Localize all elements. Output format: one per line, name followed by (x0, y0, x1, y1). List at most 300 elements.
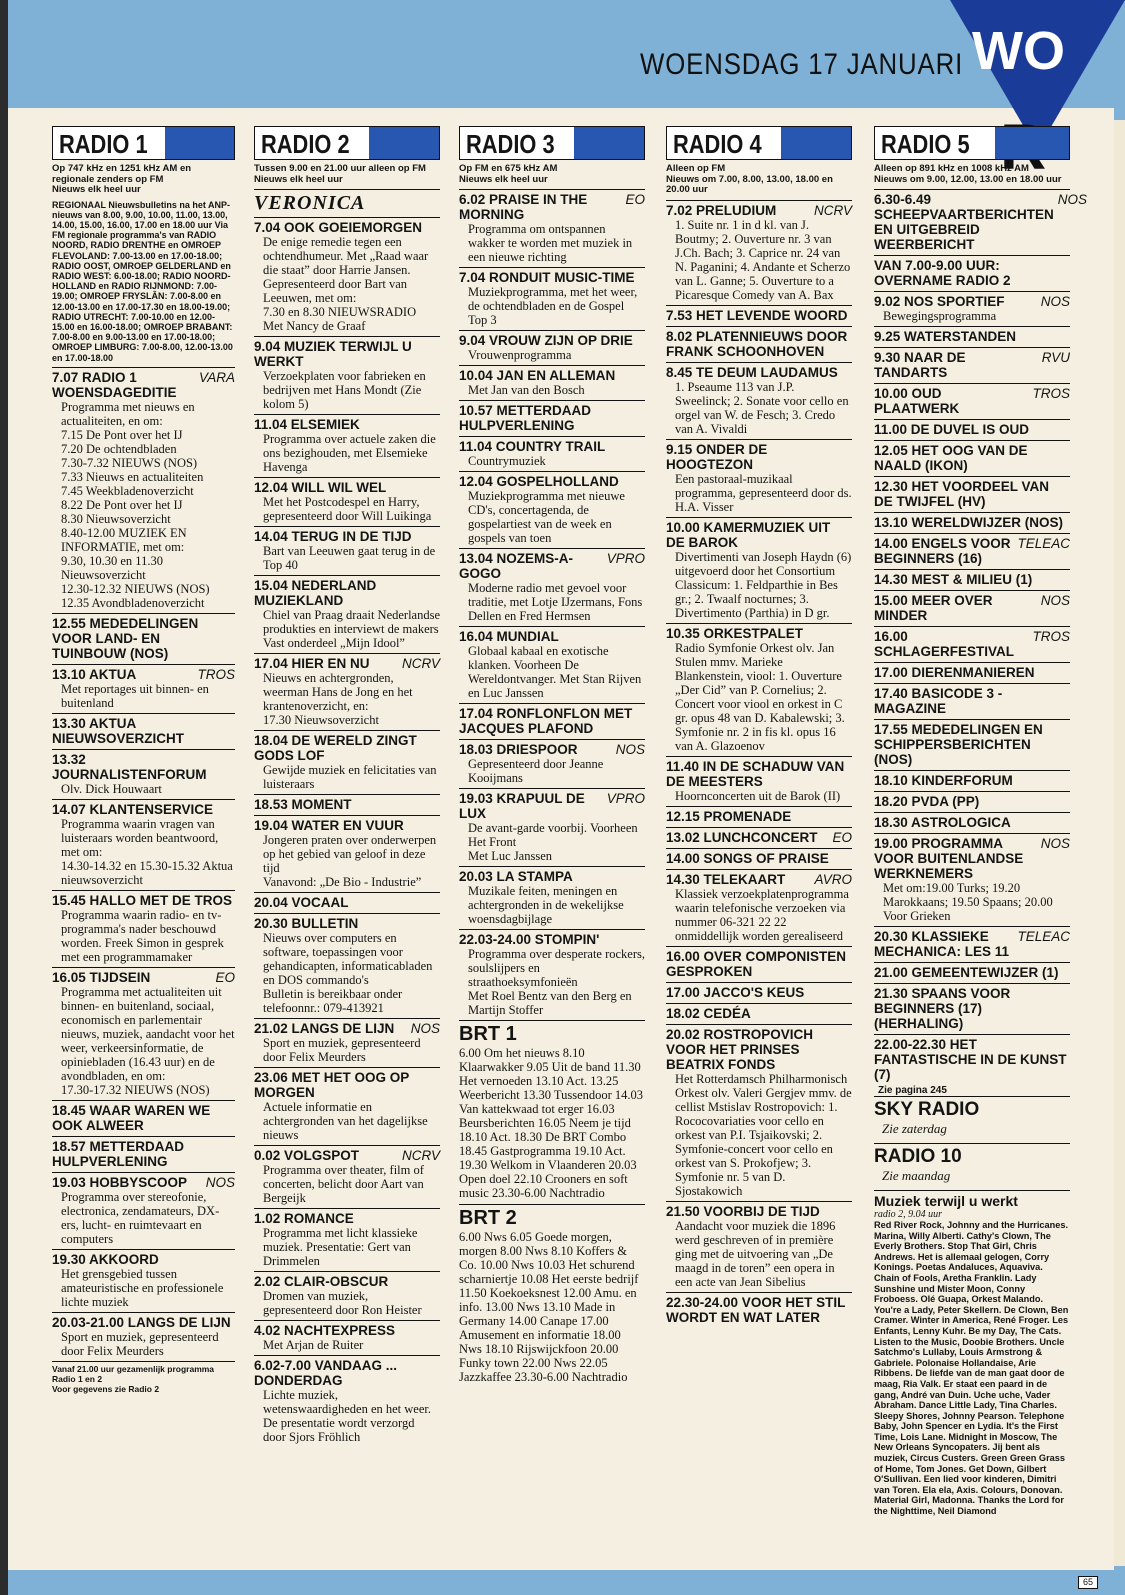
program-time-title: 13.10 WERELDWIJZER (NOS) (874, 515, 1064, 530)
program-title (459, 706, 645, 736)
program-title (459, 742, 645, 757)
program-time-title: 10.35 ORKESTPALET (666, 625, 804, 641)
program-title (254, 578, 440, 608)
program-entry (666, 946, 852, 979)
program-title (254, 1148, 440, 1163)
program-description: Met reportages uit binnen- en buitenland (61, 681, 209, 710)
program-entry (666, 1024, 852, 1198)
program-entry (459, 788, 645, 863)
program-title (459, 474, 645, 489)
program-time-title: 20.03 LA STAMPA (459, 869, 573, 884)
program-description: Muziekprogramma met nieuwe CD's, concertagenda, de gospelartiest van de week en gospels van toen (468, 489, 625, 545)
program-title (666, 365, 852, 380)
program-time-title: 16.00 OVER COMPONISTEN GESPROKEN (666, 948, 847, 979)
program-time-title: 7.04 RONDUIT MUSIC-TIME (459, 270, 635, 285)
program-entry (254, 1320, 440, 1352)
program-time-title: 17.04 RONFLONFLON MET JACQUES PLAFOND (459, 706, 633, 736)
program-title (874, 443, 1070, 473)
program-description: Programma met actualiteiten uit binnen- en buitenland, sociaal, economisch en parlementair nieuws, muziek, aandacht voor het weer, verkeersinformatie, de opiniebladen (16.43 uur) en de avondbladen, en om: 17.30-17.32 NIEUWS (NOS) (61, 984, 235, 1097)
column-footer: Vanaf 21.00 uur gezamenlijk programma Radio 1 en 2 Voor gegevens zie Radio 2 (52, 1361, 235, 1394)
program-title (874, 629, 1070, 659)
program-entry (666, 305, 852, 323)
program-title (666, 626, 852, 641)
program-time-title: 12.30 HET VOORDEEL VAN DE TWIJFEL (HV) (874, 479, 1050, 509)
broadcaster: NOS (1040, 294, 1070, 309)
program-title (459, 551, 645, 581)
program-entry (874, 291, 1070, 323)
program-time-title: 14.30 MEST & MILIEU (1) (874, 572, 1033, 587)
program-entry (459, 703, 645, 736)
program-title (254, 733, 440, 763)
program-time-title: 7.04 OOK GOEIEMORGEN (254, 220, 423, 235)
program-title (874, 815, 1070, 830)
program-entry (666, 869, 852, 943)
program-title (874, 836, 1070, 881)
program-time-title: 9.02 NOS SPORTIEF (874, 294, 1005, 309)
program-title (254, 797, 440, 812)
program-title (254, 339, 440, 369)
page-title: WOENSDAG 17 JANUARI (640, 48, 964, 81)
program-time-title: 10.00 KAMERMUZIEK UIT DE BAROK (666, 519, 831, 550)
program-time-title: 19.30 AKKOORD (52, 1251, 159, 1267)
program-entry (52, 367, 235, 610)
brt-station-name: BRT 1 (459, 1020, 645, 1046)
program-description: Bewegingsprogramma (883, 309, 997, 323)
program-title (666, 329, 852, 359)
program-title (874, 722, 1070, 767)
program-time-title: 9.15 ONDER DE HOOGTEZON (666, 441, 768, 472)
program-entry (254, 1208, 440, 1268)
program-title (874, 794, 1070, 809)
program-description: De avant-garde voorbij. Voorheen Het Front Met Luc Janssen (468, 821, 638, 863)
program-entry (52, 749, 235, 796)
program-description: Vrouwenprogramma (468, 348, 572, 362)
program-title (52, 970, 235, 985)
program-time-title: 18.20 PVDA (PP) (874, 794, 980, 809)
station-info: Op FM en 675 kHz AM Nieuws elk heel uur (459, 163, 558, 185)
program-entry (666, 806, 852, 824)
program-time-title: 12.15 PROMENADE (666, 808, 792, 824)
program-title (52, 1139, 235, 1169)
program-title (666, 1027, 852, 1072)
program-time-title: 21.30 SPAANS VOOR BEGINNERS (17) (HERHALING) (874, 986, 1011, 1031)
program-entry (254, 217, 440, 333)
program-time-title: 9.04 VROUW ZIJN OP DRIE (459, 333, 633, 348)
broadcaster: NCRV (813, 202, 852, 218)
program-title (874, 536, 1070, 566)
program-title (459, 869, 645, 884)
program-title (666, 520, 852, 550)
program-title (254, 656, 440, 671)
program-entry (52, 1249, 235, 1309)
program-title (459, 629, 645, 644)
program-title (666, 203, 852, 218)
station-header (52, 126, 235, 160)
program-title (254, 916, 440, 931)
brt-schedule: 6.00 Nws 6.05 Goede morgen, morgen 8.00 Nws 8.10 Koffers & Co. 10.00 Nws 10.03 Het schurend scharniertje 10.08 Het eerste bedrijf 11.50 Koekoeksnest 12.00 Amu. en info. 13.00 Nws 13.10 Made in Germany 14.00 Canape 17.00 Amusement en informatie 18.00 Nws 18.10 Rijswijckfoon 20.00 Funky town 22.00 Nws 22.05 Jazzkaffee 23.30-6.00 Nachtradio (459, 1230, 639, 1384)
broadcaster: VPRO (606, 791, 645, 806)
program-entry (52, 890, 235, 964)
program-entry (254, 1355, 440, 1444)
program-description: Sport en muziek, gepresenteerd door Felix Meurders (263, 1036, 421, 1064)
program-entry (874, 189, 1088, 252)
program-entry (874, 347, 1070, 380)
program-entry (874, 326, 1070, 344)
station-info: Alleen op FM Nieuws om 7.00, 8.00, 13.00, 18.00 en 20.00 uur (666, 163, 833, 195)
broadcaster: EO (832, 829, 852, 845)
station-header-bar (165, 127, 234, 159)
program-entry (874, 626, 1070, 659)
program-entry (874, 926, 1070, 959)
program-entry (459, 866, 645, 926)
broadcaster: NOS (410, 1021, 440, 1036)
program-title (874, 479, 1070, 509)
program-entry (874, 383, 1070, 416)
program-entry (666, 623, 852, 753)
program-description: Programma over actuele zaken die ons bezighouden, met Elsemieke Havenga (263, 432, 436, 474)
broadcaster: EO (215, 969, 235, 985)
program-entry (254, 653, 440, 727)
broadcaster: VPRO (606, 551, 645, 566)
program-title (874, 773, 1070, 788)
radio-10-title: RADIO 10 (874, 1143, 1070, 1168)
program-time-title: 18.04 DE WERELD ZINGT GODS LOF (254, 733, 417, 763)
program-time-title: 13.30 AKTUA NIEUWSOVERZICHT (52, 715, 185, 746)
program-title (52, 802, 235, 817)
program-entry (254, 1067, 440, 1142)
program-description: Muziekprogramma, met het weer, de ochtendbladen en de Gospel Top 3 (468, 285, 638, 327)
program-description: Met om:19.00 Turks; 19.20 Marokkaans; 19.50 Spaans; 20.00 Voor Grieken (883, 881, 1053, 923)
program-entry (52, 967, 235, 1097)
program-title (52, 616, 235, 661)
program-entry (874, 255, 1070, 288)
station-header-bar (369, 127, 439, 159)
program-title (459, 403, 645, 433)
program-entry (459, 929, 645, 1017)
program-entry (254, 575, 440, 650)
program-title (459, 270, 645, 285)
program-entry (666, 1292, 852, 1325)
program-entry (52, 664, 235, 710)
program-description: Muzikale feiten, meningen en achtergronden in de wekelijkse woensdagbijlage (468, 884, 624, 926)
program-title (874, 329, 1070, 344)
program-entry (254, 1271, 440, 1317)
program-entry (254, 794, 440, 812)
program-time-title: 18.45 WAAR WAREN WE OOK ALWEER (52, 1102, 211, 1133)
program-time-title: 10.04 JAN EN ALLEMAN (459, 368, 616, 383)
program-time-title: 19.00 PROGRAMMA VOOR BUITENLANDSE WERKNEMERS (874, 836, 1024, 881)
program-entry (254, 730, 440, 791)
program-title (254, 1274, 440, 1289)
broadcaster: NOS (615, 742, 645, 757)
program-title (874, 515, 1070, 530)
program-entry (459, 626, 645, 700)
program-time-title: 20.02 ROSTROPOVICH VOOR HET PRINSES BEATRIX FONDS (666, 1026, 814, 1072)
column-radio-3 (459, 126, 645, 1546)
program-title (52, 1103, 235, 1133)
program-title (254, 417, 440, 432)
program-title (874, 686, 1070, 716)
program-title (666, 851, 852, 866)
station-name: RADIO 4 (673, 129, 762, 159)
program-title (52, 1175, 235, 1190)
program-time-title: 7.53 HET LEVENDE WOORD (666, 307, 848, 323)
program-description: Met het Postcodespel en Harry, gepresenteerd door Will Luikinga (263, 495, 432, 523)
program-time-title: 13.02 LUNCHCONCERT (666, 829, 818, 845)
program-time-title: 21.00 GEMEENTEWIJZER (1) (874, 965, 1059, 980)
program-title (874, 294, 1070, 309)
program-title (254, 1070, 440, 1100)
station-info: Op 747 kHz en 1251 kHz AM en regionale zenders op FM Nieuws elk heel uur (52, 163, 192, 195)
sky-radio-note: Zie zaterdag (882, 1121, 947, 1136)
program-time-title: 10.57 METTERDAAD HULPVERLENING (459, 403, 592, 433)
program-time-title: 11.00 DE DUVEL IS OUD (874, 422, 1030, 437)
program-time-title: 18.02 CEDÉA (666, 1005, 751, 1021)
program-description: Een pastoraal-muzikaal programma, gepresenteerd door ds. H.A. Visser (675, 471, 852, 514)
program-time-title: 9.04 MUZIEK TERWIJL U WERKT (254, 339, 412, 369)
program-entry (459, 189, 645, 264)
program-description: Sport en muziek, gepresenteerd door Felix Meurders (61, 1329, 219, 1358)
program-time-title: 23.06 MET HET OOG OP MORGEN (254, 1070, 410, 1100)
program-title (459, 932, 645, 947)
program-title (52, 1315, 235, 1330)
program-title (52, 1252, 235, 1267)
program-time-title: 22.30-24.00 VOOR HET STIL WORDT EN WAT LATER (666, 1294, 846, 1325)
program-time-title: 18.10 KINDERFORUM (874, 773, 1013, 788)
program-title (666, 985, 852, 1000)
program-time-title: 15.04 NEDERLAND MUZIEKLAND (254, 578, 377, 608)
program-description: Verzoekplaten voor fabrieken en bedrijven met Hans Mondt (Zie kolom 5) (263, 369, 426, 411)
program-entry (874, 833, 1070, 923)
program-time-title: 4.02 NACHTEXPRESS (254, 1323, 396, 1338)
program-time-title: 10.00 OUD PLAATWERK (874, 386, 960, 416)
program-entry (874, 812, 1070, 830)
program-description: Jongeren praten over onderwerpen op het gebied van geloof in deze tijd Vanavond: „De Bio - Industrie” (263, 833, 437, 889)
program-time-title: 17.40 BASICODE 3 - MAGAZINE (874, 686, 1003, 716)
program-title (666, 1006, 852, 1021)
program-time-title: 9.25 WATERSTANDEN (874, 329, 1017, 344)
program-entry (52, 1100, 235, 1133)
program-title (874, 965, 1070, 980)
program-title (874, 593, 1070, 623)
program-time-title: VAN 7.00-9.00 UUR: OVERNAME RADIO 2 (874, 258, 1011, 288)
binding-edge (0, 0, 8, 1595)
program-entry (666, 326, 852, 359)
program-time-title: 17.00 DIERENMANIEREN (874, 665, 1035, 680)
program-description: Programma over desperate rockers, soulslijpers en straathoeksymfonieën Met Roel Bentz van den Berg en Martijn Stoffer (468, 947, 646, 1017)
program-entry (254, 1018, 440, 1064)
program-entry (52, 1136, 235, 1169)
program-description: Programma om ontspannen wakker te worden met muziek in een nieuwe richting (468, 222, 633, 264)
program-time-title: 16.05 TIJDSEIN (52, 969, 151, 985)
program-title (874, 1037, 1070, 1082)
program-description: Programma over theater, film of concerten, belicht door Aart van Bergeijk (263, 1163, 424, 1205)
program-description: Gewijde muziek en felicitaties van luisteraars (263, 763, 437, 791)
program-title (254, 1323, 440, 1338)
program-entry (52, 799, 235, 887)
program-entry (874, 569, 1070, 587)
program-entry (666, 848, 852, 866)
program-title (666, 949, 852, 979)
program-description: Aandacht voor muziek die 1896 werd geschreven of in première ging met de uitvoering van „De maagd in de toren” een opera in een acte van Jean Sibelius (675, 1218, 836, 1289)
program-description: De enige remedie tegen een ochtendhumeur. Met „Raad waar die staat” door Harrie Jansen. Gepresenteerd door Bart van Leeuwen, met om: 7.30 en 8.30 NIEUWSRADIO Met Nancy de Graaf (263, 235, 429, 333)
program-time-title: 22.03-24.00 STOMPIN' (459, 932, 600, 947)
program-description: Het grensgebied tussen amateuristische en professionele lichte muziek (61, 1266, 224, 1309)
program-entry (874, 1034, 1070, 1082)
program-entry (874, 683, 1070, 716)
station-info: Tussen 9.00 en 21.00 uur alleen op FM Nieuws elk heel uur (254, 163, 426, 185)
program-time-title: 17.00 JACCO'S KEUS (666, 984, 805, 1000)
program-time-title: 18.03 DRIESPOOR (459, 742, 578, 757)
program-description: 1. Suite nr. 1 in d kl. van J. Boutmy; 2. Ouverture nr. 3 van J.Ch. Bach; 3. Caprice nr. 24 van N. Paganini; 4. Andante et Scherzo van L. Ganne; 5. Ouverture to a Picaresque Comedy van A. Bax (675, 217, 851, 302)
program-title (254, 1358, 440, 1388)
program-title (254, 818, 440, 833)
program-title (874, 386, 1070, 416)
program-entry (254, 526, 440, 572)
program-title (666, 830, 852, 845)
program-time-title: 19.04 WATER EN VUUR (254, 818, 404, 833)
program-entry (459, 548, 645, 623)
broadcaster: VARA (198, 369, 235, 385)
program-time-title: 14.00 SONGS OF PRAISE (666, 850, 829, 866)
brt-schedule: 6.00 Om het nieuws 8.10 Klaarwakker 9.05 Uit de band 11.30 Het vernoeden 13.10 Act. 13.25 Weerbericht 13.30 Tussendoor 14.03 Van kattekwaad tot erger 16.03 Beursberichten 16.05 Neem je tijd 18.10 Act. 18.30 De BRT Combo 18.45 Gastprogramma 19.10 Act. 19.30 Welkom in Vlaanderen 20.03 Open doel 22.10 Crooners en soft music 23.30-6.00 Nachtradio (459, 1046, 644, 1200)
program-entry (874, 719, 1070, 767)
broadcaster: NOS (1040, 836, 1070, 851)
program-title (52, 893, 235, 908)
program-entry (874, 962, 1070, 980)
program-title (666, 1295, 852, 1325)
broadcaster: TELEAC (1017, 536, 1070, 551)
program-time-title: 14.30 TELEKAART (666, 871, 786, 887)
program-title (254, 529, 440, 544)
program-time-title: 17.55 MEDEDELINGEN EN SCHIPPERSBERICHTEN (NOS) (874, 722, 1043, 767)
program-title (52, 370, 235, 400)
program-description: Met Arjan de Ruiter (263, 1338, 364, 1352)
broadcaster: NCRV (401, 656, 440, 671)
playlist-text: Red River Rock, Johnny and the Hurricanes. Marina, Willy Alberti. Cathy's Clown, The Everly Brothers. Stop That Girl, Chris Andrews. Het is allemaal gelogen, Corry Konings. Poetas Andaluces, Aquaviva. Chain of Fools, Aretha Franklin. Lady Sunshine und Mister Moon, Conny Froboess. Olé Guapa, Orkest Malando. You're a Lady, Peter Skellern. De Clown, Ben Cramer. Winter in America, René Froger. Les Enfants, Lenny Kuhr. Be my Day, The Cats. Listen to the Music, Doobie Brothers. Uncle Satchmo's Lullaby, Louis Armstrong & Gabriele. Polonaise Hollandaise, Arie Ribbens. De liefde van de man gaat door de maag, Ria Valk. Er staat een paard in de gang, André van Duin. Uche uche, Vader Abraham. Dance Little Lady, Tina Charles. Sleepy Shores, Johnny Pearson. Telephone Baby, John Spencer en Lydia. It's the First Time, Lois Lane. Midnight in Moscow, The New Orleans Syncopaters. Jij bent als muziek, Circus Custers. Green Green Grass of Home, Tom Jones. Get Down, Gilbert O'Sullivan. Een lied voor kinderen, Dimitri van Toren. Ela ela, Axis. Colours, Donovan. Material Girl, Madonna. Thanks the Lord for the Nighttime, Neil Diamond (874, 1220, 1069, 1517)
program-title (459, 439, 645, 454)
program-description: Het Rotterdamsch Philharmonisch Orkest olv. Valeri Gergjev mmv. de cellist Mstislav Rostropovich: 1. Rococovariaties voor cello en orkest van P.I. Tsjaikovski; 2. Symfonie-concert voor cello en orkest van S. Prokofjew; 3. Symfonie nr. 5 van D. Sjostakowich (675, 1071, 852, 1198)
program-description: Programma waarin vragen van luisteraars worden beantwoord, met om: 14.30-14.32 en 15.30-15.32 Aktua nieuwsoverzicht (61, 816, 233, 887)
program-description: Radio Symfonie Orkest olv. Jan Stulen mmv. Marieke Blankenstein, viool: 1. Ouverture „Der Cid” van P. Cornelius; 2. Concert voor viool en orkest in C gr. opus 48 van D. Kabalewski; 3. Symfonie nr. 2 in fis kl. opus 16 van A. Glazoenov (675, 640, 845, 753)
program-description: Globaal kabaal en exotische klanken. Voorheen De Wereldontvanger. Met Stan Rijven en Luc Janssen (468, 644, 642, 700)
program-title (874, 192, 1088, 252)
program-time-title: 14.04 TERUG IN DE TIJD (254, 529, 412, 544)
program-time-title: 2.02 CLAIR-OBSCUR (254, 1274, 389, 1289)
column-radio-4 (666, 126, 852, 1546)
program-title (874, 572, 1070, 587)
program-time-title: 6.02 PRAISE IN THE MORNING (459, 192, 588, 222)
program-time-title: 13.10 AKTUA (52, 666, 137, 682)
broadcaster: RVU (1041, 350, 1070, 365)
program-title (52, 752, 235, 782)
program-title (254, 895, 440, 910)
program-time-title: 22.00-22.30 HET FANTASTISCHE IN DE KUNST (7) (874, 1037, 1067, 1082)
program-time-title: 17.04 HIER EN NU (254, 656, 370, 671)
program-entry (874, 512, 1070, 530)
station-header-bar (574, 127, 644, 159)
program-time-title: 0.02 VOLGSPOT (254, 1148, 360, 1163)
program-time-title: 12.55 MEDEDELINGEN VOOR LAND- EN TUINBOUW (NOS) (52, 615, 199, 661)
column-radio-2 (254, 126, 440, 1546)
bottom-color-band (0, 1566, 1125, 1595)
station-header (459, 126, 645, 160)
program-title (52, 716, 235, 746)
brt-station-name: BRT 2 (459, 1204, 645, 1230)
program-time-title: 15.45 HALLO MET DE TROS (52, 892, 233, 908)
program-time-title: 21.50 VOORBIJ DE TIJD (666, 1203, 820, 1219)
program-title (254, 480, 440, 495)
broadcaster: TROS (1032, 386, 1070, 401)
program-title (874, 929, 1070, 959)
program-time-title: 20.30 KLASSIEKE MECHANICA: LES 11 (874, 929, 1010, 959)
program-time-title: 15.00 MEER OVER MINDER (874, 593, 993, 623)
program-description: Moderne radio met gevoel voor traditie, met Lotje IJzermans, Fons Dellen en Fred Hermsen (468, 581, 643, 623)
program-description: Divertimenti van Joseph Haydn (6) uitgevoerd door het Consortium Classicum: 1. Feldparthie in Bes gr.; 2. Twaalf nocturnes; 3. Divertimento (Parthia) in D gr. (675, 549, 852, 620)
program-description: Programma waarin radio- en tv-programma's nader beschouwd worden. Freek Simon in gesprek met een programmamaker (61, 907, 224, 964)
program-time-title: 12.04 WILL WIL WEL (254, 480, 387, 495)
broadcaster: TROS (1032, 629, 1070, 644)
program-time-title: 14.07 KLANTENSERVICE (52, 801, 214, 817)
program-description: Nieuws over computers en software, toepassingen voor gehandicapten, informaticabladen en DOS commando's Bulletin is bereikbaar onder telefoonnr.: 079-413921 (263, 931, 433, 1015)
program-entry (254, 1145, 440, 1205)
program-time-title: 20.03-21.00 LANGS DE LIJN (52, 1314, 231, 1330)
program-title (874, 665, 1070, 680)
program-description: Nieuws en achtergronden, weerman Hans de Jong en het krantenoverzicht, en: 17.30 Nieuwsoverzicht (263, 671, 413, 727)
program-time-title: 12.04 GOSPELHOLLAND (459, 474, 619, 489)
program-time-title: 21.02 LANGS DE LIJN (254, 1021, 395, 1036)
program-time-title: 13.04 NOZEMS-A-GOGO (459, 551, 574, 581)
program-entry (459, 267, 645, 327)
program-time-title: 19.03 HOBBYSCOOP (52, 1174, 188, 1190)
program-description: Actuele informatie en achtergronden van het dagelijkse nieuws (263, 1100, 428, 1142)
program-title (874, 422, 1070, 437)
broadcaster: TELEAC (1017, 929, 1070, 944)
program-title (254, 1021, 440, 1036)
program-entry (459, 739, 645, 785)
program-description: Gepresenteerd door Jeanne Kooijmans (468, 757, 604, 785)
program-time-title: 11.04 ELSEMIEK (254, 417, 360, 432)
program-description: Lichte muziek, wetenswaardigheden en het weer. De presentatie wordt verzorgd door Sjors Fröhlich (263, 1388, 431, 1444)
station-header (874, 126, 1070, 160)
program-title (52, 667, 235, 682)
program-time-title: 8.02 PLATENNIEUWS DOOR FRANK SCHOONHOVEN (666, 328, 848, 359)
program-description: 1. Pseaume 113 van J.P. Sweelinck; 2. Sonate voor cello en orgel van W. de Fesch; 3. Credo van A. Vivaldi (675, 379, 849, 436)
station-name: RADIO 1 (59, 129, 148, 159)
program-time-title: 19.03 KRAPUUL DE LUX (459, 791, 585, 821)
program-entry (666, 439, 852, 514)
program-time-title: 6.30-6.49 SCHEEPVAARTBERICHTEN EN UITGEBREID WEERBERICHT (874, 192, 1054, 252)
program-entry (874, 533, 1070, 566)
station-header (254, 126, 440, 160)
program-entry (254, 336, 440, 411)
program-entry (874, 440, 1070, 473)
program-description: Hoornconcerten uit de Barok (II) (675, 788, 841, 803)
see-page-note: Zie pagina 245 (878, 1085, 947, 1096)
broadcaster: EO (625, 192, 645, 207)
program-entry (666, 756, 852, 803)
program-time-title: 12.05 HET OOG VAN DE NAALD (IKON) (874, 443, 1028, 473)
broadcaster: NOS (1057, 192, 1088, 207)
program-entry (254, 913, 440, 1015)
program-entry (874, 476, 1070, 509)
program-entry (874, 791, 1070, 809)
station-name: RADIO 2 (261, 129, 350, 159)
program-entry (666, 200, 852, 302)
station-header-bar (995, 127, 1069, 159)
program-entry (666, 517, 852, 620)
program-entry (254, 892, 440, 910)
